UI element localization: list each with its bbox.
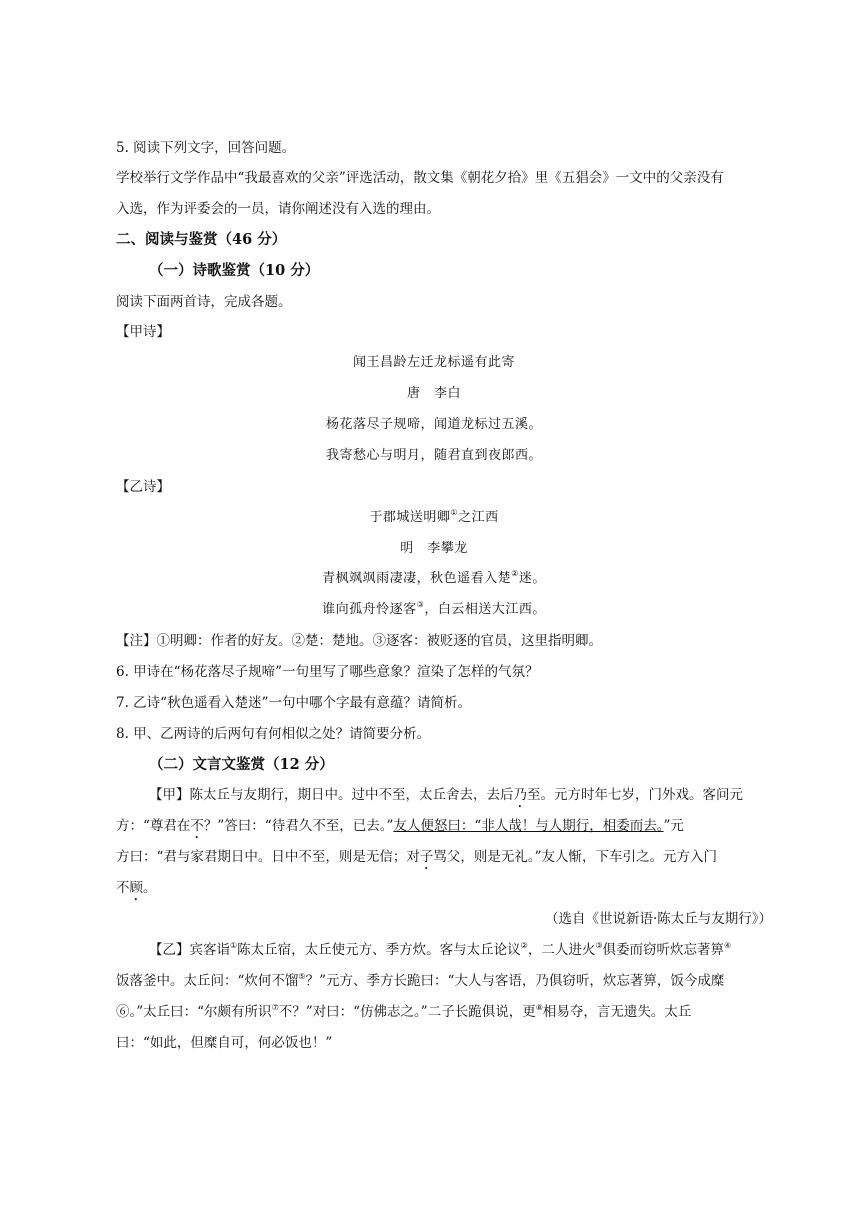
q7: 7. 乙诗“秋色遥看入楚迷”一句中哪个字最有意蕴？请简析。: [116, 695, 471, 711]
section2-title: 二、阅读与鉴赏（46 分）: [116, 231, 287, 248]
wenyan-yi-line1: [149, 941, 731, 959]
emphasis-char: 不: [190, 818, 204, 834]
text-fragment: ？”答曰：“待君久不至，已去。”: [203, 818, 394, 834]
poem-yi-tag: 【乙诗】: [116, 479, 170, 495]
text-fragment: 之江西: [458, 510, 499, 525]
text-fragment: 陈太丘宿，太丘使元方、季方炊。客与太丘论议: [237, 942, 521, 958]
poem-yi-line2: [0, 601, 868, 619]
underlined-sentence: 友人便怒曰：“非人哉！与人期行，相委而去。: [393, 818, 664, 834]
poem-jia-author: 唐 李白: [406, 386, 461, 401]
text-fragment: 。”太丘曰：“尔颇有所识: [129, 1004, 272, 1020]
text-fragment: ，二人进火: [527, 942, 596, 958]
text-fragment: 【乙】宾客诣: [149, 942, 230, 958]
wenyan-jia-line2: [116, 817, 684, 842]
part2-title: （二）文言文鉴赏（12 分）: [149, 756, 334, 773]
text-fragment: 青枫飒飒雨凄凄，秋色遥看入楚: [322, 571, 512, 586]
footnote-marker: ③: [416, 600, 425, 609]
wenyan-yi-line3: [116, 1003, 691, 1021]
footnote-marker: ⑧: [535, 1003, 543, 1012]
text-fragment: 俱委而窃听炊忘著箅: [602, 942, 725, 958]
poem-jia-title: 闻王昌龄左迁龙标遥有此寄: [352, 355, 515, 370]
footnote-marker: ④: [724, 941, 732, 950]
footnote-marker: ①: [230, 941, 238, 950]
footnote-marker: ⑦: [271, 1003, 279, 1012]
part1-instruction: 阅读下面两首诗，完成各题。: [116, 294, 292, 310]
footnote-marker: ③: [595, 941, 603, 950]
wenyan-jia-source: （选自《世说新语·陈太丘与友期行》）: [544, 911, 772, 927]
wenyan-yi-line2: [116, 972, 724, 990]
text-fragment: 骂父，则是无礼。”友人惭，下车引之。元方入门: [433, 849, 718, 865]
footnote-marker: ⑤: [298, 972, 306, 981]
poem-jia-line1: 杨花落尽子规啼，闻道龙标过五溪。: [325, 417, 542, 432]
poem-notes: 【注】①明卿：作者的好友。②楚：楚地。③逐客：被贬逐的官员，这里指明卿。: [116, 633, 602, 649]
footnote-marker: ②: [511, 569, 519, 578]
emphasis-char: 乃: [513, 787, 527, 803]
q5-body-line2: 入选，作为评委会的一员，请你阐述没有入选的理由。: [116, 201, 440, 217]
wenyan-jia-line1: [149, 786, 743, 811]
footnote-marker: ②: [520, 941, 528, 950]
text-fragment: ？”元方、季方长跪曰：“大人与客语，乃俱窃听，炊忘著箅，饭今成糜: [305, 973, 725, 989]
poem-jia-tag: 【甲诗】: [116, 324, 170, 340]
poem-jia-line2: 我寄愁心与明月，随君直到夜郎西。: [325, 448, 542, 463]
q8: 8. 甲、乙两诗的后两句有何相似之处？请简要分析。: [116, 726, 431, 742]
text-fragment: 相易夺，言无遗失。太丘: [542, 1004, 692, 1020]
part1-title: （一）诗歌鉴赏（10 分）: [149, 262, 320, 279]
poem-yi-author: 明 李攀龙: [400, 541, 468, 556]
q5-body-line1: 学校举行文学作品中“我最喜欢的父亲”评选活动，散文集《朝花夕拾》里《五猖会》一文中的父亲没有: [116, 170, 724, 186]
text-fragment: 于郡城送明卿: [369, 510, 451, 525]
text-fragment: 至。元方时年七岁，门外戏。客问元: [527, 787, 743, 803]
emphasis-char: 顾: [129, 880, 143, 896]
text-fragment: ”元: [663, 818, 684, 834]
poem-yi-line1: [0, 570, 868, 588]
text-fragment: 方曰：“君与家君期日中。日中不至，则是无信；对: [116, 849, 420, 865]
wenyan-jia-line4: [116, 879, 157, 904]
text-fragment: 谁向孤舟怜逐客: [322, 602, 417, 617]
emphasis-char: 子: [419, 849, 434, 865]
text-fragment: 。: [143, 880, 157, 896]
text-fragment: ，白云相送大江西。: [424, 602, 546, 617]
q6: 6. 甲诗在“杨花落尽子规啼”一句里写了哪些意象？渲染了怎样的气氛？: [116, 664, 539, 680]
text-fragment: 饭落釜中。太丘问：“炊何不馏: [116, 973, 299, 989]
text-fragment: 不？”对曰：“仿佛志之。”二子长跪俱说，更: [278, 1004, 536, 1020]
footnote-marker: ①: [450, 508, 459, 517]
text-fragment: 【甲】陈太丘与友期行，期日中。过中不至，太丘舍去，去后: [149, 787, 514, 803]
footnote-marker: ⑥: [116, 1004, 130, 1020]
q5-title: 5. 阅读下列文字，回答问题。: [116, 140, 296, 156]
wenyan-yi-line4: 曰：“如此，但糜自可，何必饭也！”: [116, 1035, 333, 1051]
wenyan-jia-line3: [116, 848, 717, 873]
text-fragment: 迷。: [518, 571, 546, 586]
text-fragment: 方：“尊君在: [116, 818, 191, 834]
text-fragment: 不: [116, 880, 130, 896]
poem-yi-title: [0, 509, 868, 527]
